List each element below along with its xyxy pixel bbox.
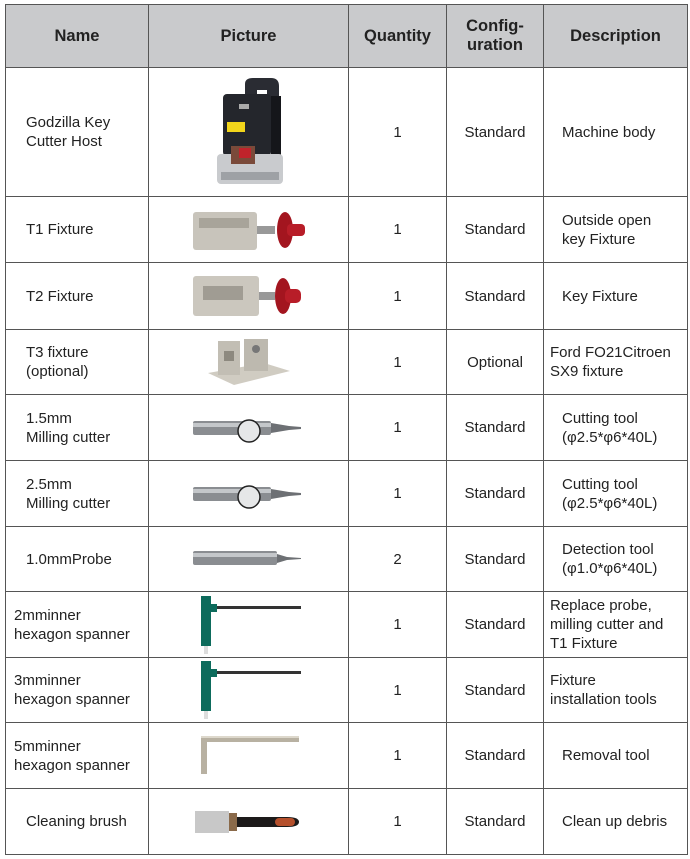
item-picture — [149, 263, 349, 330]
accessories-table — [5, 4, 688, 855]
item-quantity — [349, 395, 447, 461]
item-description-text: Fixture installation tools — [550, 672, 657, 708]
table-row — [6, 789, 688, 855]
t-handle-hex-key-icon — [149, 594, 348, 656]
item-configuration-text: Standard — [464, 419, 526, 436]
item-picture — [149, 330, 349, 395]
header-quantity: Quantity — [349, 5, 447, 68]
item-name-text: 1.5mm Milling cutter — [26, 409, 111, 446]
table-row — [6, 527, 688, 592]
l-hex-key-icon — [149, 734, 348, 778]
item-quantity-text: 1 — [393, 813, 402, 830]
header-configuration — [447, 5, 544, 68]
item-quantity-text: 1 — [393, 747, 402, 764]
item-description-text: Detection tool (φ1.0*φ6*40L) — [562, 541, 658, 577]
item-picture — [149, 789, 349, 855]
item-quantity-text: 1 — [393, 123, 402, 141]
table-row — [6, 592, 688, 658]
item-description-text: Ford FO21Citroen SX9 fixture — [550, 344, 671, 380]
table-row — [6, 461, 688, 527]
header-row — [6, 5, 688, 68]
t-handle-hex-key-icon — [149, 659, 348, 721]
item-quantity — [349, 461, 447, 527]
item-quantity — [349, 330, 447, 395]
item-quantity — [349, 592, 447, 658]
item-description — [544, 723, 688, 789]
item-description — [544, 197, 688, 263]
item-name — [6, 68, 149, 197]
milling-cutter-icon — [149, 413, 348, 443]
cleaning-brush-icon — [149, 807, 348, 837]
t2-fixture-icon — [149, 270, 348, 322]
item-quantity — [349, 527, 447, 592]
item-name — [6, 330, 149, 395]
item-configuration — [447, 197, 544, 263]
item-name — [6, 592, 149, 658]
item-description-text: Clean up debris — [562, 813, 668, 830]
item-name — [6, 789, 149, 855]
item-name-text: T1 Fixture — [26, 221, 94, 238]
item-quantity — [349, 197, 447, 263]
t1-fixture-icon — [149, 206, 348, 254]
table-row — [6, 263, 688, 330]
item-picture — [149, 723, 349, 789]
item-configuration-text: Standard — [464, 813, 526, 830]
item-name — [6, 723, 149, 789]
item-configuration-text: Standard — [464, 485, 526, 502]
item-configuration-text: Standard — [464, 747, 526, 764]
item-picture — [149, 658, 349, 723]
item-quantity — [349, 263, 447, 330]
item-configuration-text: Standard — [464, 221, 526, 238]
item-quantity — [349, 723, 447, 789]
item-description-text: Removal tool — [562, 747, 650, 764]
item-quantity-text: 1 — [393, 353, 402, 371]
item-quantity-text: 1 — [393, 287, 402, 305]
item-configuration-text: Optional — [467, 353, 523, 371]
probe-icon — [149, 546, 348, 572]
item-name — [6, 263, 149, 330]
t3-fixture-icon — [149, 333, 348, 391]
item-picture — [149, 592, 349, 658]
item-configuration — [447, 592, 544, 658]
item-description-text: Machine body — [562, 123, 656, 141]
item-name-text: 3mminner hexagon spanner — [14, 672, 130, 708]
item-description-text: Key Fixture — [562, 287, 638, 305]
table-row — [6, 197, 688, 263]
item-name — [6, 461, 149, 527]
item-picture — [149, 461, 349, 527]
item-name — [6, 197, 149, 263]
item-configuration — [447, 527, 544, 592]
item-picture — [149, 395, 349, 461]
item-configuration-text: Standard — [464, 123, 526, 141]
item-configuration — [447, 461, 544, 527]
item-configuration-text: Standard — [464, 616, 526, 633]
table-row — [6, 395, 688, 461]
item-name-text: T3 fixture (optional) — [26, 344, 89, 380]
item-quantity-text: 1 — [393, 485, 402, 502]
item-name-text: 5mminner hexagon spanner — [14, 737, 130, 774]
milling-cutter-icon — [149, 479, 348, 509]
item-name-text: Godzilla Key Cutter Host — [26, 114, 111, 150]
item-picture — [149, 527, 349, 592]
table-row — [6, 658, 688, 723]
item-picture — [149, 197, 349, 263]
item-configuration — [447, 263, 544, 330]
item-picture — [149, 68, 349, 197]
item-description — [544, 527, 688, 592]
item-name-text: Cleaning brush — [26, 813, 127, 830]
item-quantity — [349, 789, 447, 855]
item-description-text: Cutting tool (φ2.5*φ6*40L) — [562, 475, 658, 512]
item-configuration — [447, 789, 544, 855]
item-name — [6, 658, 149, 723]
header-configuration-label: Config- uration — [466, 17, 524, 54]
header-picture: Picture — [149, 5, 349, 68]
item-description — [544, 395, 688, 461]
item-name-text: 2mminner hexagon spanner — [14, 606, 130, 643]
item-name — [6, 395, 149, 461]
item-configuration-text: Standard — [464, 287, 526, 305]
table-row — [6, 330, 688, 395]
item-name-text: T2 Fixture — [26, 287, 94, 305]
item-configuration-text: Standard — [464, 550, 526, 568]
item-description — [544, 263, 688, 330]
item-description-text: Replace probe, milling cutter and T1 Fixture — [550, 597, 664, 652]
header-description: Description — [544, 5, 688, 68]
item-description — [544, 461, 688, 527]
header-name: Name — [6, 5, 149, 68]
item-description — [544, 330, 688, 395]
item-configuration — [447, 330, 544, 395]
item-description-text: Cutting tool (φ2.5*φ6*40L) — [562, 409, 658, 446]
item-description — [544, 592, 688, 658]
item-description — [544, 658, 688, 723]
table-row — [6, 68, 688, 197]
item-quantity — [349, 658, 447, 723]
key-cutter-machine-icon — [149, 76, 348, 188]
item-configuration — [447, 395, 544, 461]
table-row — [6, 723, 688, 789]
item-quantity — [349, 68, 447, 197]
item-configuration — [447, 68, 544, 197]
item-quantity-text: 1 — [393, 419, 402, 436]
item-configuration — [447, 723, 544, 789]
item-description — [544, 68, 688, 197]
item-description-text: Outside open key Fixture — [562, 211, 652, 248]
item-description — [544, 789, 688, 855]
item-quantity-text: 1 — [393, 681, 402, 699]
item-configuration — [447, 658, 544, 723]
item-name-text: 2.5mm Milling cutter — [26, 475, 111, 512]
item-quantity-text: 2 — [393, 550, 402, 568]
item-configuration-text: Standard — [464, 681, 526, 699]
item-quantity-text: 1 — [393, 221, 402, 238]
item-name-text: 1.0mmProbe — [26, 550, 112, 568]
item-name — [6, 527, 149, 592]
item-quantity-text: 1 — [393, 616, 402, 633]
